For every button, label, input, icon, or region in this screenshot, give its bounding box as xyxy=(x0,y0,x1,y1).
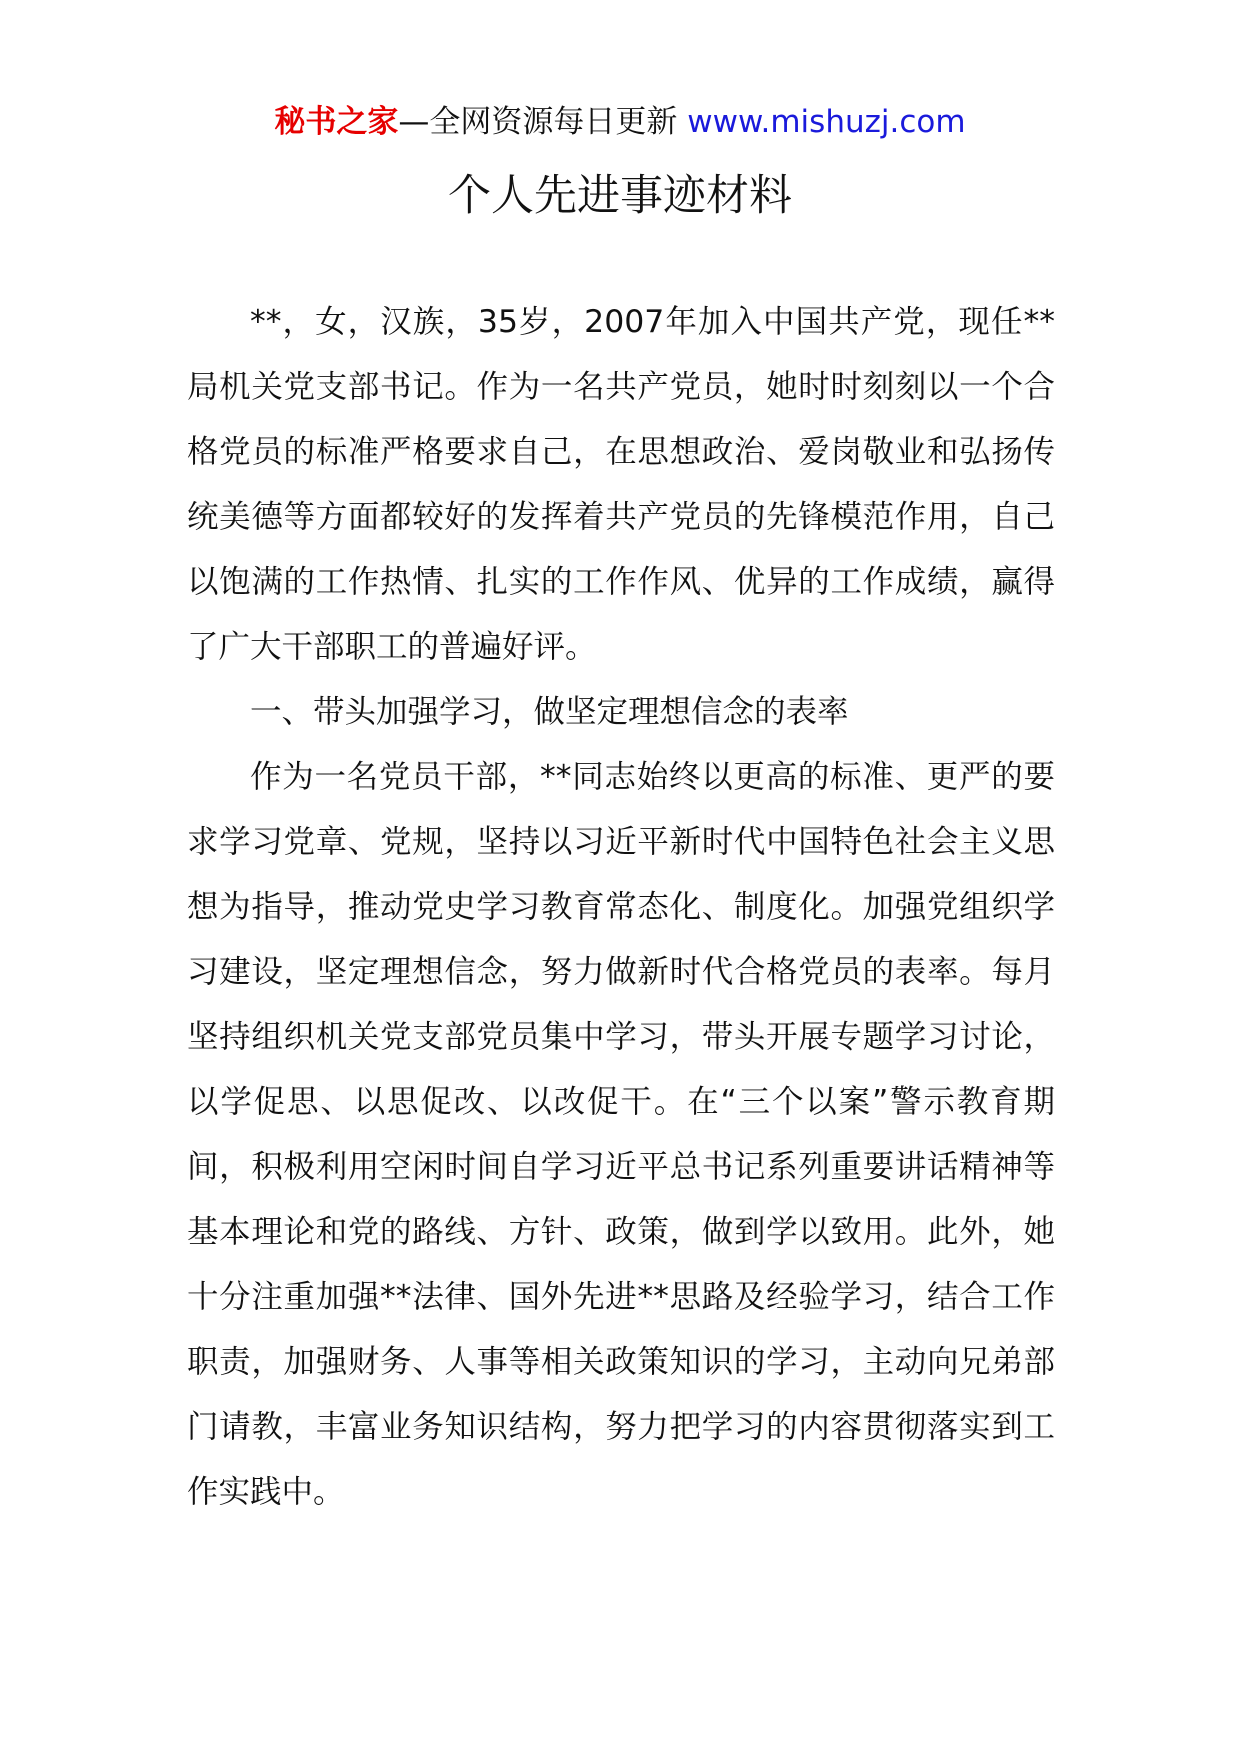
intro-paragraph: **，女，汉族，35岁，2007年加入中国共产党，现任**局机关党支部书记。作为一名共产党员，她时时刻刻以一个合格党员的标准严格要求自己，在思想政治、爱岗敬业和弘扬传统美德等方面都较好的发挥着共产党员的先锋模范作用，自己以饱满的工作热情、扎实的工作作风、优异的工作成绩，赢得了广大干部职工的普遍好评。 xyxy=(187,304,1055,665)
site-header xyxy=(0,100,1240,144)
brand-name: 秘书之家 xyxy=(274,104,399,140)
document-title: 个人先进事迹材料 xyxy=(448,171,792,221)
section-paragraph: 作为一名党员干部，**同志始终以更高的标准、更严的要求学习党章、党规，坚持以习近平新时代中国特色社会主义思想为指导，推动党史学习教育常态化、制度化。加强党组织学习建设，坚定理想信念，努力做新时代合格党员的表率。每月坚持组织机关党支部党员集中学习，带头开展专题学习讨论，以学促思、以思促改、以改促干。在“三个以案”警示教育期间，积极利用空闲时间自学习近平总书记系列重要讲话精神等基本理论和党的路线、方针、政策，做到学以致用。此外，她十分注重加强**法律、国外先进**思路及经验学习，结合工作职责，加强财务、人事等相关政策知识的学习，主动向兄弟部门请教，丰富业务知识结构，努力把学习的内容贯彻落实到工作实践中。 xyxy=(187,759,1055,1510)
section-heading: 一、带头加强学习，做坚定理想信念的表率 xyxy=(250,694,849,730)
document-body xyxy=(187,290,1055,1525)
site-url-link[interactable]: www.mishuzj.com xyxy=(687,104,966,140)
header-slogan: —全网资源每日更新 xyxy=(398,104,678,140)
